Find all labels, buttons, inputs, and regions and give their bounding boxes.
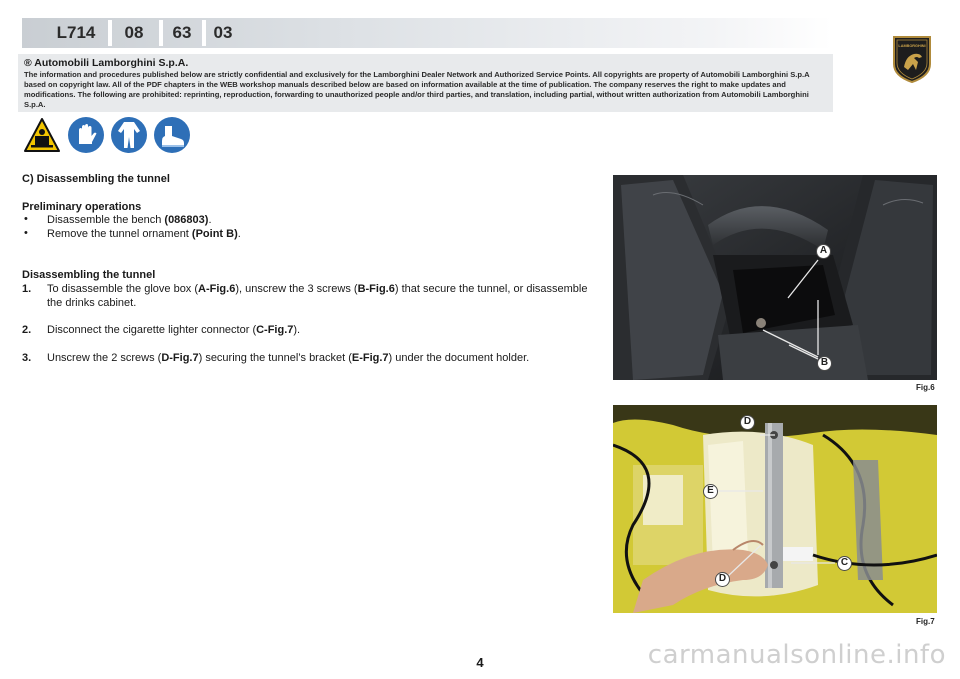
- code-separator: [108, 20, 112, 46]
- code-separator: [159, 20, 163, 46]
- item-text: Disassemble the bench: [47, 214, 165, 226]
- step-ref: C-Fig.7: [256, 324, 294, 336]
- code-model: L714: [56, 23, 96, 42]
- step-text: ) securing the tunnel’s bracket (: [198, 352, 352, 364]
- item-code: (086803): [164, 214, 209, 226]
- disassembly-title: Disassembling the tunnel: [22, 269, 156, 281]
- glove-box-illustration: [613, 175, 937, 380]
- step-text: Disconnect the cigarette lighter connector (: [47, 324, 257, 336]
- company-name: ® Automobili Lamborghini S.p.A.: [24, 57, 189, 69]
- step-number: 3.: [22, 352, 32, 364]
- step-ref: B-Fig.6: [357, 283, 395, 295]
- safety-shoes-icon: [154, 117, 190, 153]
- item-tail: .: [208, 214, 212, 226]
- section-title: C) Disassembling the tunnel: [22, 173, 170, 185]
- page-number: 4: [476, 655, 484, 670]
- callout-B: B: [817, 356, 832, 371]
- tunnel-bracket-illustration: [613, 405, 937, 613]
- lamborghini-shield-logo: [890, 34, 934, 84]
- code-section: 03: [213, 23, 233, 42]
- figure-7-photo: [613, 405, 937, 613]
- step-text: ), unscrew the 3 screws (: [235, 283, 358, 295]
- figure-6-photo: [613, 175, 937, 380]
- item-text: Remove the tunnel ornament: [47, 228, 192, 240]
- step-ref: E-Fig.7: [351, 352, 389, 364]
- logo-text: LAMBORGHINI: [898, 44, 926, 48]
- callout-A: A: [816, 244, 831, 259]
- disclaimer-text: The information and procedures published below are strictly confidential and exclusively for the Lamborghini Dealer Network and Authorized Service Points. All copyrights are property of Automobili Lamborghini S.p.A based on copyright law. All of the PDF chapters in the WEB workshop manuals described below are based on information available at the time of publication. The company reserves the right to make updates and modifications. The following are prohibited: reprinting, reproduction, forwarding to unauthorized people and/or third parties, and translation, including partial, without written authorization from Automobili Lamborghini S.p.A.: [24, 70, 810, 109]
- figure-6-caption: Fig.6: [916, 383, 935, 392]
- item-code: (Point B): [191, 228, 238, 240]
- item-tail: .: [237, 228, 241, 240]
- overalls-icon: [111, 117, 147, 153]
- step-number: 1.: [22, 283, 32, 295]
- step-ref: D-Fig.7: [161, 352, 199, 364]
- callout-C: C: [837, 556, 852, 571]
- figure-7-caption: Fig.7: [916, 617, 935, 626]
- preliminary-title: Preliminary operations: [22, 201, 142, 213]
- gloves-icon: [68, 117, 104, 153]
- step-text: Unscrew the 2 screws (: [47, 352, 162, 364]
- step-text: ) under the document holder.: [388, 352, 530, 364]
- code-group: 08: [124, 23, 144, 42]
- step-text: To disassemble the glove box (: [47, 283, 199, 295]
- step-text: ).: [293, 324, 301, 336]
- callout-E: E: [703, 484, 718, 499]
- bullet-icon: •: [24, 213, 28, 225]
- step-text: ) that secure the tunnel, or disassemble the drinks cabinet.: [47, 283, 588, 309]
- step-number: 2.: [22, 324, 32, 336]
- warning-hazard-icon: [24, 117, 60, 153]
- document-code-band: [22, 18, 832, 48]
- code-subgroup: 63: [172, 23, 192, 42]
- watermark: carmanualsonline.info: [647, 640, 946, 670]
- callout-D-top: D: [740, 415, 755, 430]
- callout-D-bottom: D: [715, 572, 730, 587]
- bullet-icon: •: [24, 227, 28, 239]
- step-ref: A-Fig.6: [198, 283, 236, 295]
- copyright-notice: [18, 54, 833, 112]
